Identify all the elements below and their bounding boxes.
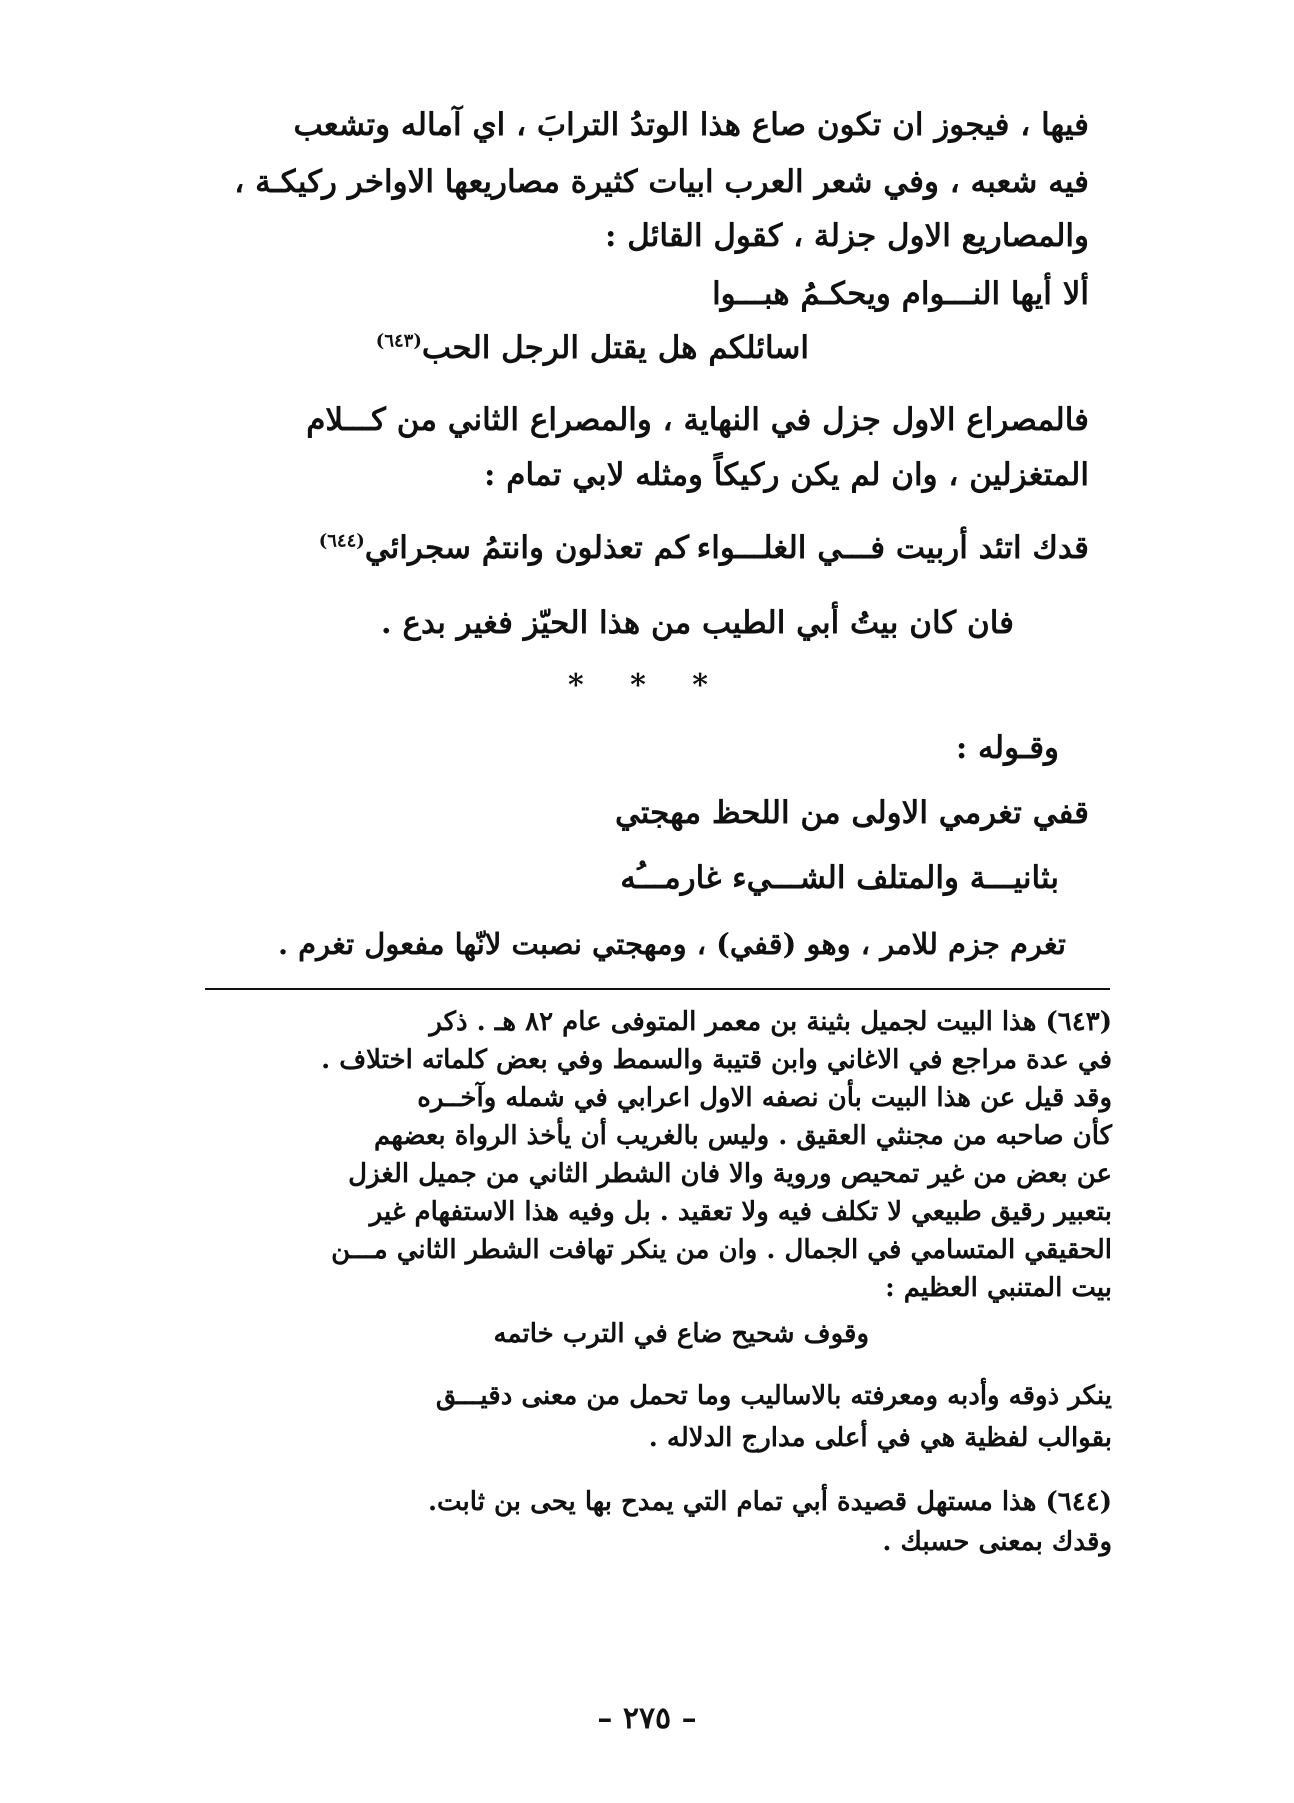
body-line: فيه شعبه ، وفي شعر العرب ابيات كثيرة مصاريعها الاواخر ركيكـة ، — [234, 164, 1089, 200]
verse-line: بثانيـــة والمتلف الشـــيء غارمـــُه — [620, 860, 1059, 896]
footnote-ref: (٦٤٣) — [375, 330, 422, 352]
page-number: – ٢٧٥ – — [597, 1701, 697, 1736]
body-line: المتغزلين ، وان لم يكن ركيكاً ومثله لابي تمام : — [484, 457, 1089, 493]
verse-line: قفي تغرمي الاولى من اللحظ مهجتي — [614, 795, 1089, 831]
body-line: والمصاريع الاول جزلة ، كقول القائل : — [605, 218, 1089, 254]
footnote-line: (٦٤٣) هذا البيت لجميل بثينة بن معمر المتوفى عام ٨٢ هـ . ذكر — [429, 1007, 1112, 1037]
footnote-line: بقوالب لفظية هي في أعلى مدارج الدلاله . — [648, 1423, 1112, 1453]
footnote-line: ينكر ذوقه وأدبه ومعرفته بالاساليب وما تحمل من معنى دقيـــق — [435, 1381, 1112, 1411]
verse-text: كم تعذلون وانتمُ سجرائي — [364, 530, 689, 566]
body-line: فان كان بيتُ أبي الطيب من هذا الحيّز فغير بدع . — [380, 605, 1014, 641]
body-line: فالمصراع الاول جزل في النهاية ، والمصراع الثاني من كـــلام — [306, 402, 1089, 438]
footnote-line: الحقيقي المتسامي في الجمال . وان من ينكر تهافت الشطر الثاني مـــن — [331, 1235, 1112, 1265]
section-separator: * * * — [568, 668, 726, 703]
footnote-line: كأن صاحبه من مجنثي العقيق . وليس بالغريب أن يأخذ الرواة بعضهم — [374, 1121, 1112, 1151]
verse-line — [376, 330, 809, 366]
verse-left-hemistich — [319, 530, 689, 566]
footnote-ref: (٦٤٤) — [318, 530, 365, 552]
footnote-line: عن بعض من غير تمحيص وروية والا فان الشطر الثاني من جميل الغزل — [348, 1159, 1112, 1189]
footnote-line: في عدة مراجع في الاغاني وابن قتيبة والسمط وفي بعض كلماته اختلاف . — [321, 1045, 1112, 1075]
footnote-line: بتعبير رقيق طبيعي لا تكلف فيه ولا تعقيد . بل وفيه هذا الاستفهام غير — [369, 1197, 1112, 1227]
section-heading: وقـوله : — [955, 730, 1059, 766]
footnote-line: (٦٤٤) هذا مستهل قصيدة أبي تمام التي يمدح بها يحى بن ثابت. — [427, 1487, 1112, 1517]
footnote-verse: وقوف شحيح ضاع في الترب خاتمه — [493, 1319, 869, 1349]
body-line: فيها ، فيجوز ان تكون صاع هذا الوتدُ الترابَ ، اي آماله وتشعب — [293, 107, 1089, 143]
verse-right-hemistich: قدك اتئد أربيت فـــي الغلـــواء — [696, 530, 1089, 566]
footnote-line: وقد قيل عن هذا البيت بأن نصفه الاول اعرابي في شمله وآخــره — [417, 1083, 1112, 1113]
footnote-line: وقدك بمعنى حسبك . — [882, 1527, 1112, 1557]
verse-line: ألا أيها النـــوام ويحكـمُ هبـــوا — [712, 276, 1089, 312]
body-line: تغرم جزم للامر ، وهو (قفي) ، ومهجتي نصبت لانّها مفعول تغرم . — [277, 927, 1066, 961]
footnote-divider — [205, 988, 1110, 990]
footnote-line: بيت المتنبي العظيم : — [885, 1273, 1112, 1303]
verse-text: اسائلكم هل يقتل الرجل الحب — [421, 330, 809, 366]
